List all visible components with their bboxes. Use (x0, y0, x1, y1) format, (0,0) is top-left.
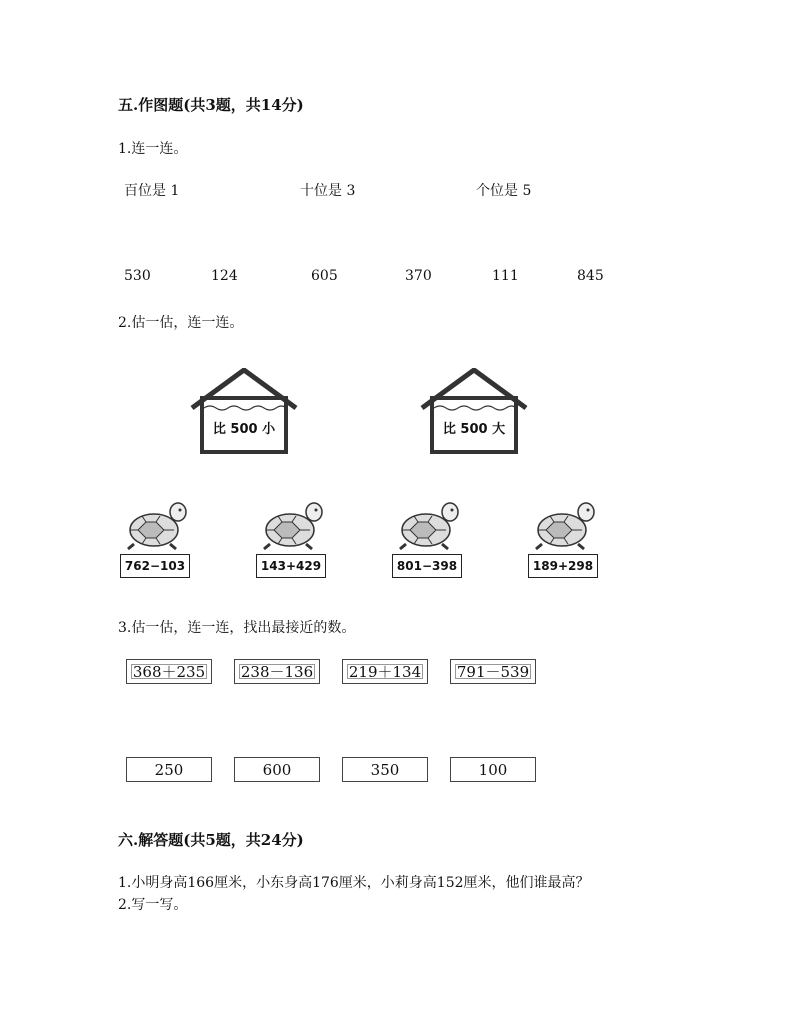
expression-box: 238－136 (234, 659, 320, 684)
question-1-prompt: 1.连一连。 (118, 141, 188, 157)
turtle-card (526, 500, 606, 582)
section6-question-2: 2.写一写。 (118, 897, 188, 913)
section6-question-1: 1.小明身高166厘米，小东身高176厘米，小莉身高152厘米，他们谁最高？ (118, 875, 590, 891)
turtle-icon (532, 500, 598, 552)
house-greater-than-500 (420, 368, 528, 454)
turtle-expression: 762−103 (120, 554, 190, 578)
turtle-expression: 143+429 (256, 554, 326, 578)
number-option: 124 (211, 268, 238, 284)
number-option: 845 (577, 268, 604, 284)
house-icon (420, 368, 528, 454)
expression-box: 219＋134 (342, 659, 428, 684)
turtle-card (118, 500, 198, 582)
house-label: 比 500 大 (442, 422, 506, 437)
turtle-icon (260, 500, 326, 552)
section-six-title: 六.解答题(共5题，共24分) (118, 831, 304, 849)
turtle-expression: 189+298 (528, 554, 598, 578)
label-tens: 十位是 3 (300, 183, 356, 199)
house-label: 比 500 小 (212, 422, 276, 437)
turtle-icon (124, 500, 190, 552)
label-hundreds: 百位是 1 (124, 183, 180, 199)
turtle-card (254, 500, 334, 582)
turtle-icon (396, 500, 462, 552)
turtle-expression: 801−398 (392, 554, 462, 578)
answer-box: 600 (234, 757, 320, 782)
number-option: 370 (405, 268, 432, 284)
question-3-prompt: 3.估一估，连一连，找出最接近的数。 (118, 620, 356, 636)
number-option: 605 (311, 268, 338, 284)
expression-box: 368＋235 (126, 659, 212, 684)
turtle-card (390, 500, 470, 582)
section-five-title: 五.作图题(共3题，共14分) (118, 96, 304, 114)
expression-box: 791－539 (450, 659, 536, 684)
label-ones: 个位是 5 (476, 183, 532, 199)
number-option: 111 (492, 268, 519, 284)
number-option: 530 (124, 268, 151, 284)
answer-box: 350 (342, 757, 428, 782)
house-less-than-500 (190, 368, 298, 454)
house-icon (190, 368, 298, 454)
answer-box: 100 (450, 757, 536, 782)
question-2-prompt: 2.估一估，连一连。 (118, 315, 244, 331)
answer-box: 250 (126, 757, 212, 782)
